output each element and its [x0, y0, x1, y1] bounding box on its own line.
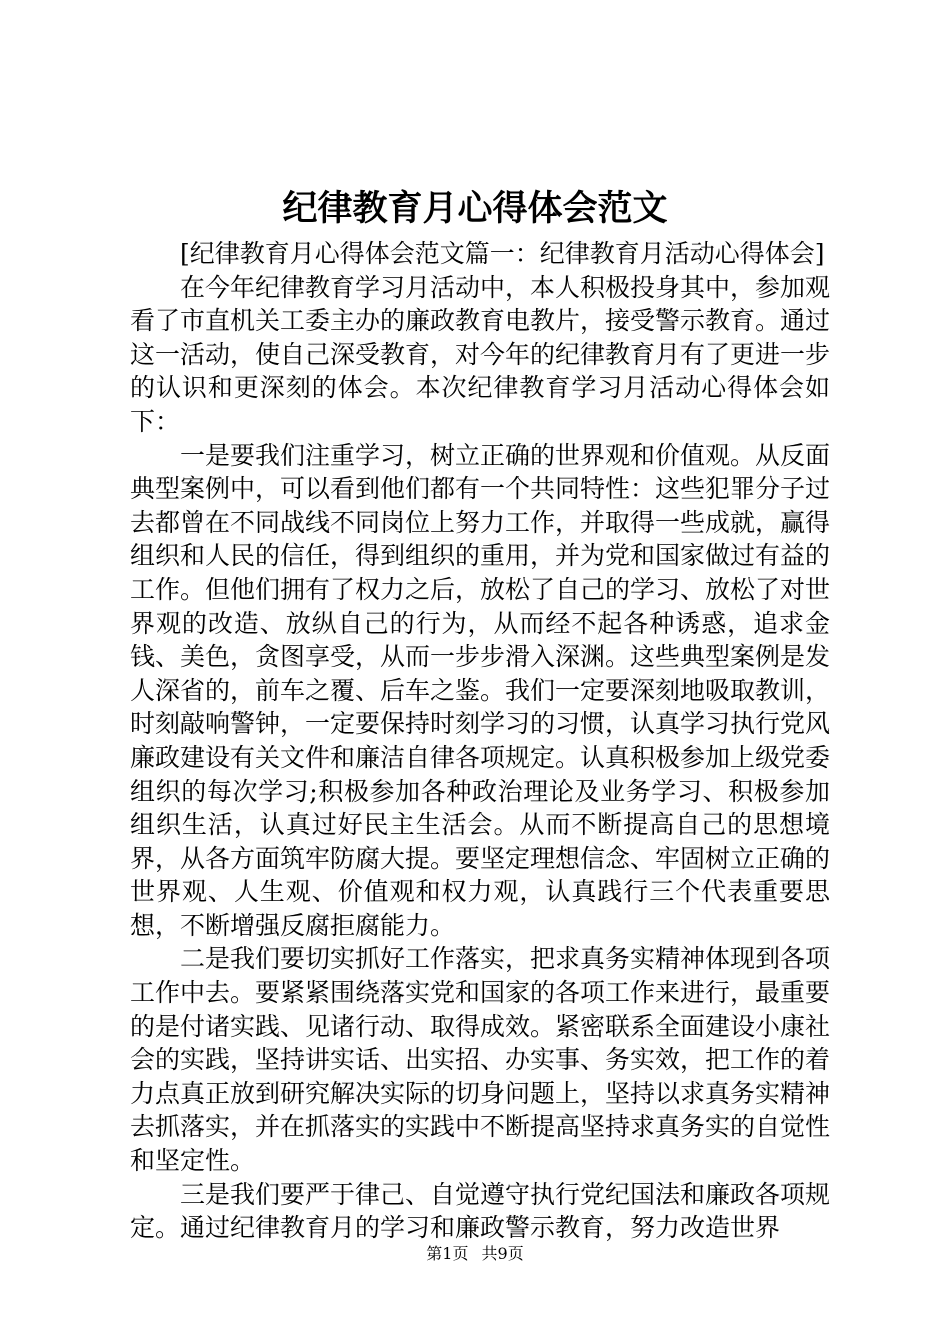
document-title: 纪律教育月心得体会范文: [282, 188, 668, 229]
paragraph-section-heading: [纪律教育月心得体会范文篇一：纪律教育月活动心得体会]: [180, 239, 825, 268]
paragraph: 一是要我们注重学习，树立正确的世界观和价值观。从反面典型案例中，可以看到他们都有一个共同特性：这些犯罪分子过去都曾在不同战线不同岗位上努力工作，并取得一些成就，赢得组织和人民的信任，得到组织的重用，并为党和国家做过有益的工作。但他们拥有了权力之后，放松了自己的学习、放松了对世界观的改造、放纵自己的行为，从而经不起各种诱惑，追求金钱、美色，贪图享受，从而一步步滑入深渊。这些典型案例是发人深省的，前车之覆、后车之鉴。我们一定要深刻地吸取教训，时刻敲响警钟，一定要保持时刻学习的习惯，认真学习执行党风廉政建设有关文件和廉洁自律各项规定。认真积极参加上级党委组织的每次学习;积极参加各种政治理论及业务学习、积极参加组织生活，认真过好民主生活会。从而不断提高自己的思想境界，从各方面筑牢防腐大提。要坚定理想信念、牢固树立正确的世界观、人生观、价值观和权力观，认真践行三个代表重要思想，不断增强反腐拒腐能力。: [130, 440, 831, 940]
page-number: 第1页: [426, 1244, 469, 1263]
paragraph: 二是我们要切实抓好工作落实，把求真务实精神体现到各项工作中去。要紧紧围绕落实党和国家的各项工作来进行，最重要的是付诸实践、见诸行动、取得成效。紧密联系全面建设小康社会的实践，坚持讲实话、出实招、办实事、务实效，把工作的着力点真正放到研究解决实际的切身问题上，坚持以求真务实精神去抓落实，并在抓落实的实践中不断提高坚持求真务实的自觉性和坚定性。: [130, 944, 831, 1176]
paragraph: 在今年纪律教育学习月活动中，本人积极投身其中，参加观看了市直机关工委主办的廉政教育电教片，接受警示教育。通过这一活动，使自己深受教育，对今年的纪律教育月有了更进一步的认识和更深刻的体会。本次纪律教育学习月活动心得体会如下：: [130, 272, 831, 436]
page-total: 共9页: [481, 1244, 524, 1263]
page-footer: [0, 1243, 950, 1265]
document-body: [130, 237, 830, 1245]
paragraph: 三是我们要严于律己、自觉遵守执行党纪国法和廉政各项规定。通过纪律教育月的学习和廉政警示教育，努力改造世界: [130, 1179, 831, 1243]
